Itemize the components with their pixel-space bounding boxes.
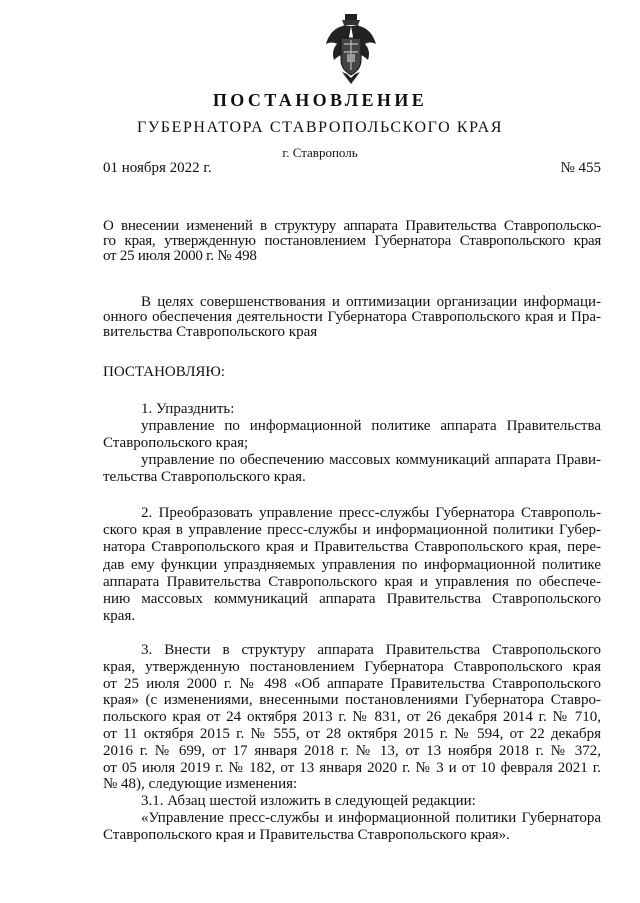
item-3-line: № 48), следующие изменения: <box>103 776 298 793</box>
item-3-line: 2016 г. № 699, от 17 января 2018 г. № 13, от 13 ноября 2018 г. № 372, <box>103 742 601 759</box>
preamble-paragraph <box>103 295 601 340</box>
subject-line: от 25 июля 2000 г. № 498 <box>103 248 257 264</box>
item-3-line: 3. Внести в структуру аппарата Правительства Ставропольского <box>141 642 601 658</box>
item-3-line: 3.1. Абзац шестой изложить в следующей редакции: <box>141 793 476 810</box>
item-2 <box>103 505 601 625</box>
item-1 <box>103 401 601 486</box>
preamble-line: В целях совершенствования и оптимизации организации информаци- <box>141 294 601 310</box>
item-2-line: края. <box>103 608 136 625</box>
item-3-line: от 11 октября 2015 г. № 555, от 28 октября 2015 г. № 594, от 22 декабря <box>103 725 601 742</box>
item-2-line: дав ему функции упраздняемых управления по информационной политике <box>103 556 601 573</box>
city-line: г. Ставрополь <box>282 145 358 160</box>
resolve-heading: ПОСТАНОВЛЯЮ: <box>103 364 225 380</box>
item-3-line: края» (с изменениями, внесенными постановлениями Губернатора Ставро- <box>103 692 601 709</box>
subject-paragraph <box>103 219 601 264</box>
item-3-line: от 25 июля 2000 г. № 498 «Об аппарате Правительства Ставропольского <box>103 675 601 692</box>
item-3-line: польского края от 24 октября 2013 г. № 831, от 26 декабря 2014 г. № 710, <box>103 709 601 726</box>
item-2-line: аппарата Правительства Ставропольского края и управления по обеспече- <box>103 573 601 590</box>
item-3-line: от 05 июля 2019 г. № 182, от 13 января 2020 г. № 3 и от 10 февраля 2021 г. <box>103 759 601 776</box>
document-title: ПОСТАНОВЛЕНИЕ <box>212 90 428 110</box>
item-1-line: 1. Упразднить: <box>141 401 235 417</box>
document-date: 01 ноября 2022 г. <box>103 160 212 176</box>
item-3-line: Ставропольского края и Правительства Ставропольского края». <box>103 826 510 843</box>
item-2-line: ского края в управление пресс-службы и информационной политики Губер- <box>103 522 601 539</box>
item-1-line: Ставропольского края; <box>103 435 249 451</box>
item-1-line: управление по обеспечению массовых коммуникаций аппарата Прави- <box>141 452 601 468</box>
coat-of-arms-emblem <box>324 14 378 86</box>
preamble-line: вительства Ставропольского края <box>103 324 318 340</box>
subject-line: О внесении изменений в структуру аппарата Правительства Ставропольско- <box>103 218 601 234</box>
preamble-line: онного обеспечения деятельности Губернатора Ставропольского края и Пра- <box>103 309 601 325</box>
item-3-line: «Управление пресс-службы и информационной политики Губернатора <box>141 809 601 826</box>
item-1-line: тельства Ставропольского края. <box>103 469 306 485</box>
item-3-line: края, утвержденную постановлением Губернатора Ставропольского края <box>103 658 601 675</box>
item-2-line: натора Ставропольского края и Правительства Ставропольского края, пере- <box>103 539 601 556</box>
item-2-line: нию массовых коммуникаций аппарата Правительства Ставропольского <box>103 591 601 608</box>
item-3 <box>103 642 601 844</box>
document-number: № 455 <box>560 160 601 176</box>
subject-line: го края, утвержденную постановлением Губернатора Ставропольского края <box>103 233 601 249</box>
item-1-line: управление по информационной политике аппарата Правительства <box>141 418 601 434</box>
issuer-subtitle: ГУБЕРНАТОРА СТАВРОПОЛЬСКОГО КРАЯ <box>137 119 503 136</box>
item-2-line: 2. Преобразовать управление пресс-службы Губернатора Ставрополь- <box>141 505 601 521</box>
